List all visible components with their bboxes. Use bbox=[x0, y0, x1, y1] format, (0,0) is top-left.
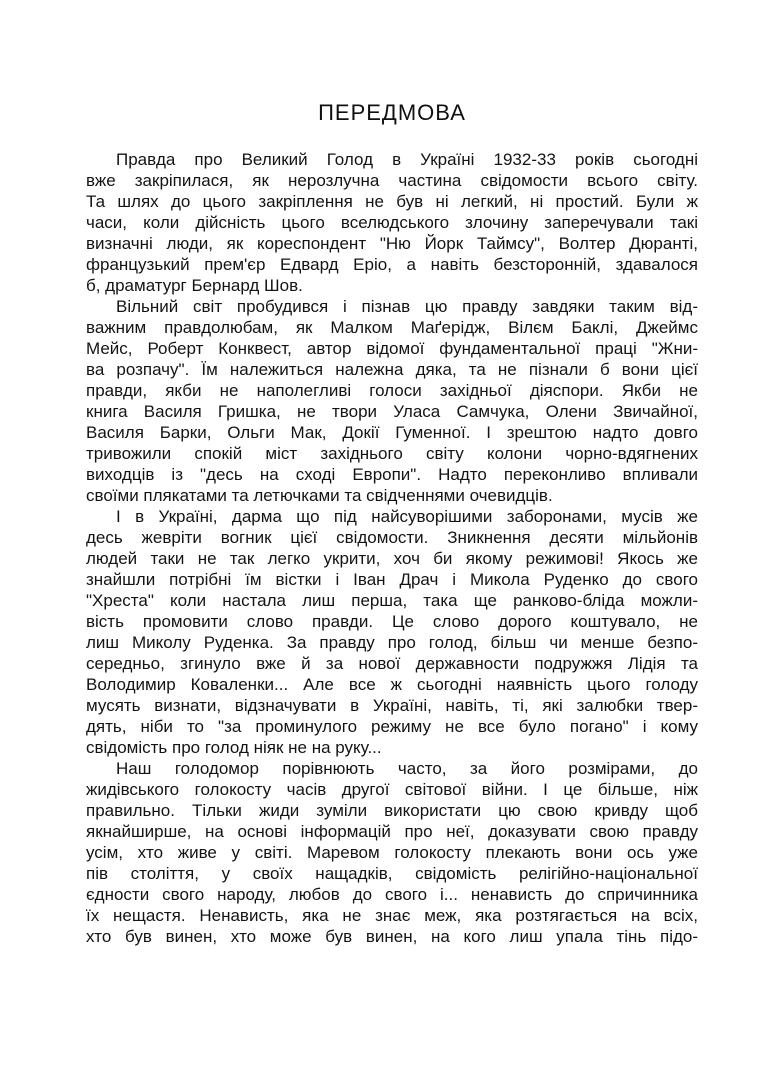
text-line: усім, хто живе у світі. Маревом голокосту плекають вони ось уже bbox=[86, 843, 698, 862]
paragraph-3 bbox=[86, 506, 698, 758]
text-line: часи, коли дійсність цього вселюдського злочину заперечували такі bbox=[86, 213, 698, 232]
text-line: дять, ніби то "за проминулого режиму не все було погано" і кому bbox=[86, 717, 698, 736]
text-line: французький прем'єр Едвард Еріо, а навіть безсторонній, здавалося bbox=[86, 255, 698, 274]
text-line: ва розпачу". Їм належиться належна дяка, та не пізнали б вони цієї bbox=[86, 360, 698, 379]
paragraph-2 bbox=[86, 296, 698, 506]
text-line: правди, якби не наполегливі голоси західньої діяспори. Якби не bbox=[86, 381, 698, 400]
page-title: ПЕРЕДМОВА bbox=[318, 100, 466, 125]
text-line: Вільний світ пробудився і пізнав цю правду завдяки таким від- bbox=[116, 297, 698, 316]
text-line: Правда про Великий Голод в Україні 1932-33 років сьогодні bbox=[116, 150, 698, 169]
text-line: єдности свого народу, любов до свого і... ненависть до спричинника bbox=[86, 885, 698, 904]
text-line: хто був винен, хто може був винен, на кого лиш упала тінь підо- bbox=[86, 927, 698, 946]
text-line: свідомість про голод ніяк не на руку... bbox=[86, 738, 382, 757]
text-line: б, драматург Бернард Шов. bbox=[86, 276, 303, 295]
text-line: тривожили спокій міст західнього світу колони чорно-вдягнених bbox=[86, 444, 698, 463]
text-line: книга Василя Гришка, не твори Уласа Самчука, Олени Звичайної, bbox=[86, 402, 698, 421]
text-line: Володимир Коваленки... Але все ж сьогодні наявність цього голоду bbox=[86, 675, 698, 694]
text-line: людей таки не так легко укрити, хоч би якому режимові! Якось же bbox=[86, 549, 698, 568]
text-line: мусять визнати, відзначувати в Україні, навіть, ті, які залюбки твер- bbox=[86, 696, 698, 715]
text-line: Та шлях до цього закріплення не був ні легкий, ні простий. Були ж bbox=[86, 192, 698, 211]
text-line: знайшли потрібні їм вістки і Іван Драч і Микола Руденко до свого bbox=[86, 570, 698, 589]
text-line: "Хреста" коли настала лиш перша, така ще ранково-бліда можли- bbox=[86, 591, 698, 610]
text-line: Мейс, Роберт Конквест, автор відомої фундаментальної праці "Жни- bbox=[86, 339, 698, 358]
text-line: І в Україні, дарма що під найсуворішими заборонами, мусів же bbox=[116, 507, 698, 526]
text-line: правильно. Тільки жиди зуміли використати цю свою кривду щоб bbox=[86, 801, 698, 820]
text-line: їх нещастя. Ненависть, яка не знає меж, яка розтягається на всіх, bbox=[86, 906, 698, 925]
text-line: вість промовити слово правди. Це слово дорого коштувало, не bbox=[86, 612, 698, 631]
text-line: виходців із "десь на сході Европи". Надто переконливо впливали bbox=[86, 465, 698, 484]
text-line: Наш голодомор порівнюють часто, за його розмірами, до bbox=[116, 759, 698, 778]
text-line: якнайширше, на основі інформацій про неї, доказувати свою правду bbox=[86, 822, 698, 841]
text-line: середньо, згинуло вже й за нової державности подружжя Лідія та bbox=[86, 654, 698, 673]
preface-text bbox=[86, 149, 698, 947]
text-line: жидівського голокосту часів другої світової війни. І це більше, ніж bbox=[86, 780, 698, 799]
text-line: своїми плякатами та летючками та свідченнями очевидців. bbox=[86, 486, 553, 505]
text-line: десь жевріти вогник цієї свідомости. Зникнення десяти мільйонів bbox=[86, 528, 698, 547]
text-line: визначні люди, як кореспондент "Ню Йорк Таймсу", Волтер Дюранті, bbox=[86, 234, 698, 253]
text-line: важним правдолюбам, як Малком Маґерідж, Вілєм Баклі, Джеймс bbox=[86, 318, 698, 337]
text-line: пів століття, у своїх нащадків, свідомість релігійно-національної bbox=[86, 864, 698, 883]
text-line: лиш Миколу Руденка. За правду про голод, більш чи менше безпо- bbox=[86, 633, 698, 652]
paragraph-4 bbox=[86, 758, 698, 947]
paragraph-1 bbox=[86, 149, 698, 296]
text-line: вже закріпилася, як нерозлучна частина свідомости всього світу. bbox=[86, 171, 698, 190]
text-line: Василя Барки, Ольги Мак, Докії Гуменної. І зрештою надто довго bbox=[86, 423, 698, 442]
